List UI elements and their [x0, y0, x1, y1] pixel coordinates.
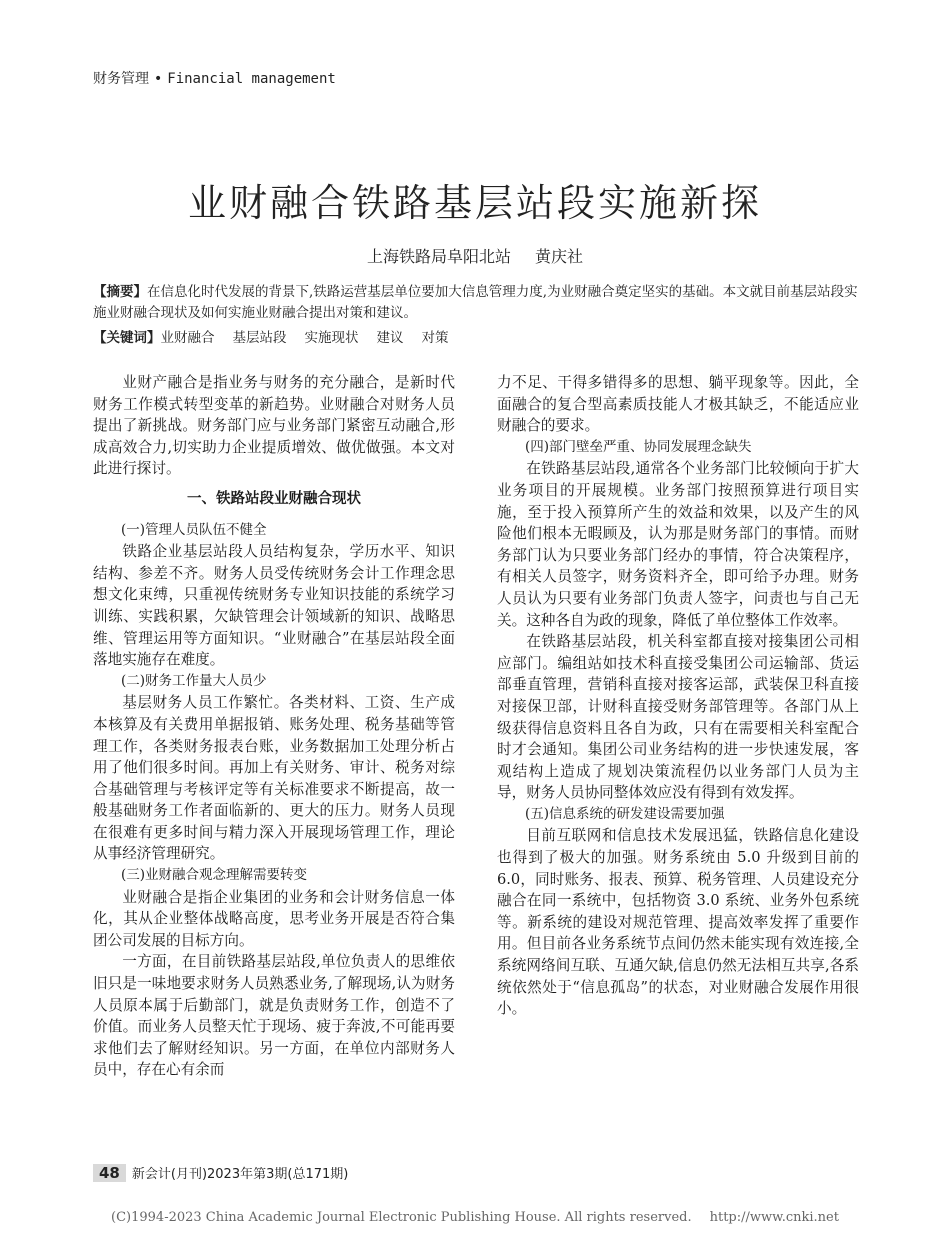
journal-issue: 新会计(月刊)2023年第3期(总171期): [131, 1167, 349, 1182]
body-paragraph: 一方面，在目前铁路基层站段,单位负责人的思维依旧只是一味地要求财务人员熟悉业务,了解现场,认为财务人员原本属于后勤部门，就是负责财务工作，创造不了价值。而业务人员整天忙于现场、疲于奔波,不可能再要求他们去了解财经知识。另一方面，在单位内部财务人员中，存在心有余而: [93, 953, 455, 1079]
copyright-link[interactable]: http://www.cnki.net: [709, 1210, 839, 1225]
right-column: [497, 372, 859, 1020]
body-paragraph-continued: 力不足、干得多错得多的思想、躺平现象等。因此，全面融合的复合型高素质技能人才极其缺乏，不能适应业财融合的要求。: [497, 374, 859, 435]
copyright-notice: [0, 1210, 950, 1225]
abstract-label: 【摘要】: [93, 284, 147, 300]
body-paragraph: 铁路企业基层站段人员结构复杂，学历水平、知识结构、参差不齐。财务人员受传统财务会计工作理念思想文化束缚，只重视传统财务专业知识技能的系统学习训练、实践积累，欠缺管理会计领域新的知识、战略思维、管理运用等方面知识。“业财融合”在基层站段全面落地实施存在难度。: [93, 543, 455, 669]
author-name: 黄庆社: [535, 247, 584, 266]
keyword: 基层站段: [232, 330, 287, 346]
author-line: [0, 244, 950, 267]
section-name-en: Financial management: [167, 71, 336, 87]
subsection-heading: (四)部门壁垒严重、协同发展理念缺失: [525, 438, 752, 455]
author-affiliation: 上海铁路局阜阳北站: [366, 247, 511, 266]
copyright-text: (C)1994-2023 China Academic Journal Electronic Publishing House. All rights reserved.: [111, 1210, 692, 1225]
abstract-text: 在信息化时代发展的背景下,铁路运营基层单位要加大信息管理力度,为业财融合奠定坚实的基础。本文就目前基层站段实施业财融合现状及如何实施业财融合提出对策和建议。: [93, 284, 858, 321]
article-title: 业财融合铁路基层站段实施新探: [187, 181, 762, 225]
left-column: [93, 372, 455, 1081]
keyword: 实施现状: [304, 330, 359, 346]
abstract: [93, 282, 863, 324]
keywords: [93, 328, 863, 349]
keyword: 业财融合: [160, 330, 215, 346]
body-paragraph: 在铁路基层站段,通常各个业务部门比较倾向于扩大业务项目的开展规模。业务部门按照预算进行项目实施，至于投入预算所产生的效益和效果，以及产生的风险他们根本无暇顾及，认为那是财务部门的事情。而财务部门认为只要业务部门经办的事情，符合决策程序，有相关人员签字，财务资料齐全，即可给予办理。财务人员认为只要有业务部门负责人签字，问责也与自己无关。这种各自为政的现象，降低了单位整体工作效率。: [497, 460, 859, 629]
body-paragraph: 在铁路基层站段，机关科室都直接对接集团公司相应部门。编组站如技术科直接受集团公司运输部、货运部垂直管理，营销科直接对接客运部，武装保卫科直接对接保卫部，计财科直接受财务部管理等。各部门从上级获得信息资料且各自为政，只有在需要相关科室配合时才会通知。集团公司业务结构的进一步快速发展，客观结构上造成了规划决策流程仍以业务部门人员为主导，财务人员协同整体效应没有得到有效发挥。: [497, 633, 859, 802]
section-heading: 一、铁路站段业财融合现状: [187, 490, 361, 507]
keyword: 建议: [376, 330, 404, 346]
subsection-heading: (三)业财融合观念理解需要转变: [121, 867, 308, 884]
subsection-heading: (二)财务工作量大人员少: [121, 672, 267, 689]
page-number: 48: [93, 1164, 126, 1182]
intro-paragraph: 业财产融合是指业务与财务的充分融合，是新时代财务工作模式转型变革的新趋势。业财融合对财务人员提出了新挑战。财务部门应与业务部门紧密互动融合,形成高效合力,切实助力企业提质增效、做优做强。本文对此进行探讨。: [93, 374, 455, 478]
section-name-cn: 财务管理: [93, 71, 149, 87]
keywords-label: 【关键词】: [93, 330, 161, 346]
page-footer: [93, 1163, 348, 1182]
keyword: 对策: [421, 330, 449, 346]
body-paragraph: 目前互联网和信息技术发展迅猛，铁路信息化建设也得到了极大的加强。财务系统由 5.0 升级到目前的 6.0，同时账务、报表、预算、税务管理、人员建设充分融合在同一系统中，包括物资 3.0 系统、业务外包系统等。新系统的建设对规范管理、提高效率发挥了重要作用。但目前各业务系统节点间仍然未能实现有效连接,全系统网络间互联、互通欠缺,信息仍然无法相互共享,各系统依然处于“信息孤岛”的状态，对业财融合发展作用很小。: [497, 827, 859, 1018]
running-header: [93, 68, 336, 88]
body-paragraph: 业财融合是指企业集团的业务和会计财务信息一体化，其从企业整体战略高度，思考业务开展是否符合集团公司发展的目标方向。: [93, 888, 455, 949]
subsection-heading: (五)信息系统的研发建设需要加强: [525, 805, 725, 822]
subsection-heading: (一)管理人员队伍不健全: [121, 521, 267, 538]
body-paragraph: 基层财务人员工作繁忙。各类材料、工资、生产成本核算及有关费用单据报销、账务处理、税务基础等管理工作，各类财务报表台账，业务数据加工处理分析占用了他们很多时间。再加上有关财务、审计、税务对综合基础管理与考核评定等有关标准要求不断提高，故一般基础财务工作者面临新的、更大的压力。财务人员现在很难有更多时间与精力深入开展现场管理工作，理论从事经济管理研究。: [93, 694, 455, 863]
header-bullet: •: [154, 71, 163, 87]
